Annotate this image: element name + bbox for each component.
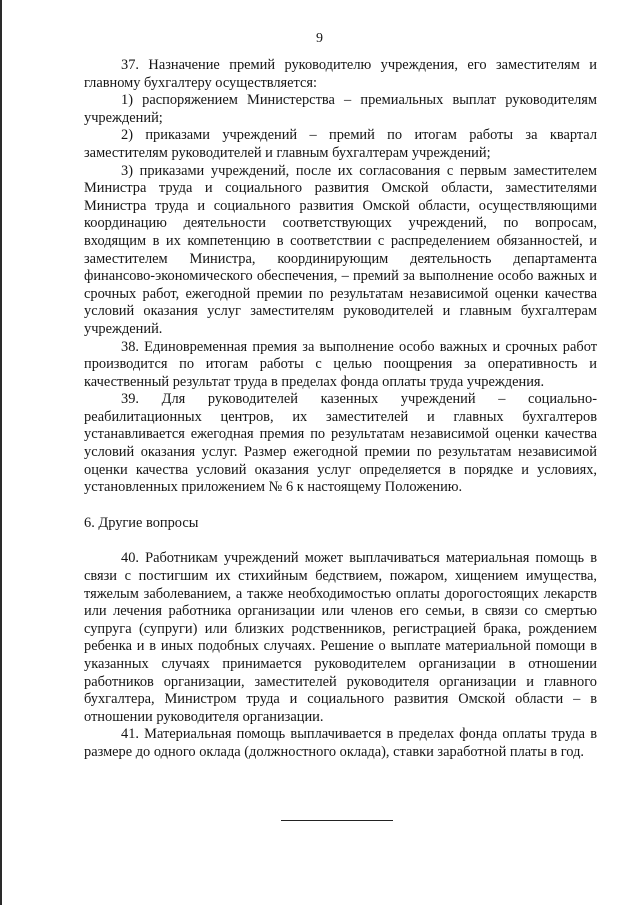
- paragraph-37: 37. Назначение премий руководителю учреждения, его заместителям и главному бухгалтеру осуществляется:: [84, 57, 597, 91]
- paragraph-38: 38. Единовременная премия за выполнение особо важных и срочных работ производится по итогам работы с целью поощрения за оперативность и качественный результат труда в пределах фонда оплаты труда учреждения.: [84, 338, 597, 390]
- paragraph-41: 41. Материальная помощь выплачивается в пределах фонда оплаты труда в размере до одного оклада (должностного оклада), ставки заработной платы в год.: [84, 726, 597, 760]
- paragraph-37-item-3: 3) приказами учреждений, после их согласования с первым заместителем Министра труда и социального развития Омской области, заместителями Министра труда и социального развития Омской области, осуществляющими координацию деятельности соответствующих учреждений, по вопросам, входящим в их компетенцию в соответствии с распределением обязанностей, и заместителем Министра, координирующим деятельность департамента финансово-экономического обеспечения, – премий за выполнение особо важных и срочных работ, ежегодной премии по результатам независимой оценки качества условий оказания услуг заместителям руководителей и главным бухгалтерам учреждений.: [84, 162, 597, 337]
- section-heading: 6. Другие вопросы: [84, 514, 199, 531]
- paragraph-40: 40. Работникам учреждений может выплачиваться материальная помощь в связи с постигшим их стихийным бедствием, пожаром, хищением имущества, тяжелым заболеванием, а также необходимостью оплаты дорогостоящих лекарств или лечения работника организации или членов его семьи, в связи со смертью супруга (супруги) или близких родственников, регистрацией брака, рождением ребенка и в иных подобных случаях. Решение о выплате материальной помощи в указанных случаях принимается руководителем организации в отношении работников организации, заместителей руководителя организации и главного бухгалтера, Министром труда и социального развития Омской области – в отношении руководителя организации.: [84, 550, 597, 725]
- paragraph-39: 39. Для руководителей казенных учреждений – социально-реабилитационных центров, их заместителей и главных бухгалтеров устанавливается ежегодная премия по результатам независимой оценки качества условий оказания услуг. Размер ежегодной премии по результатам независимой оценки качества условий оказания услуг определяется в порядке и условиях, установленных приложением № 6 к настоящему Положению.: [84, 391, 597, 496]
- page-left-edge: [0, 0, 2, 905]
- closing-rule: [281, 820, 393, 821]
- paragraph-37-item-2: 2) приказами учреждений – премий по итогам работы за квартал заместителям руководителей и главным бухгалтерам учреждений;: [84, 127, 597, 161]
- document-body: [84, 57, 597, 762]
- page-number: 9: [316, 31, 323, 46]
- paragraph-37-item-1: 1) распоряжением Министерства – премиальных выплат руководителям учреждений;: [84, 92, 597, 126]
